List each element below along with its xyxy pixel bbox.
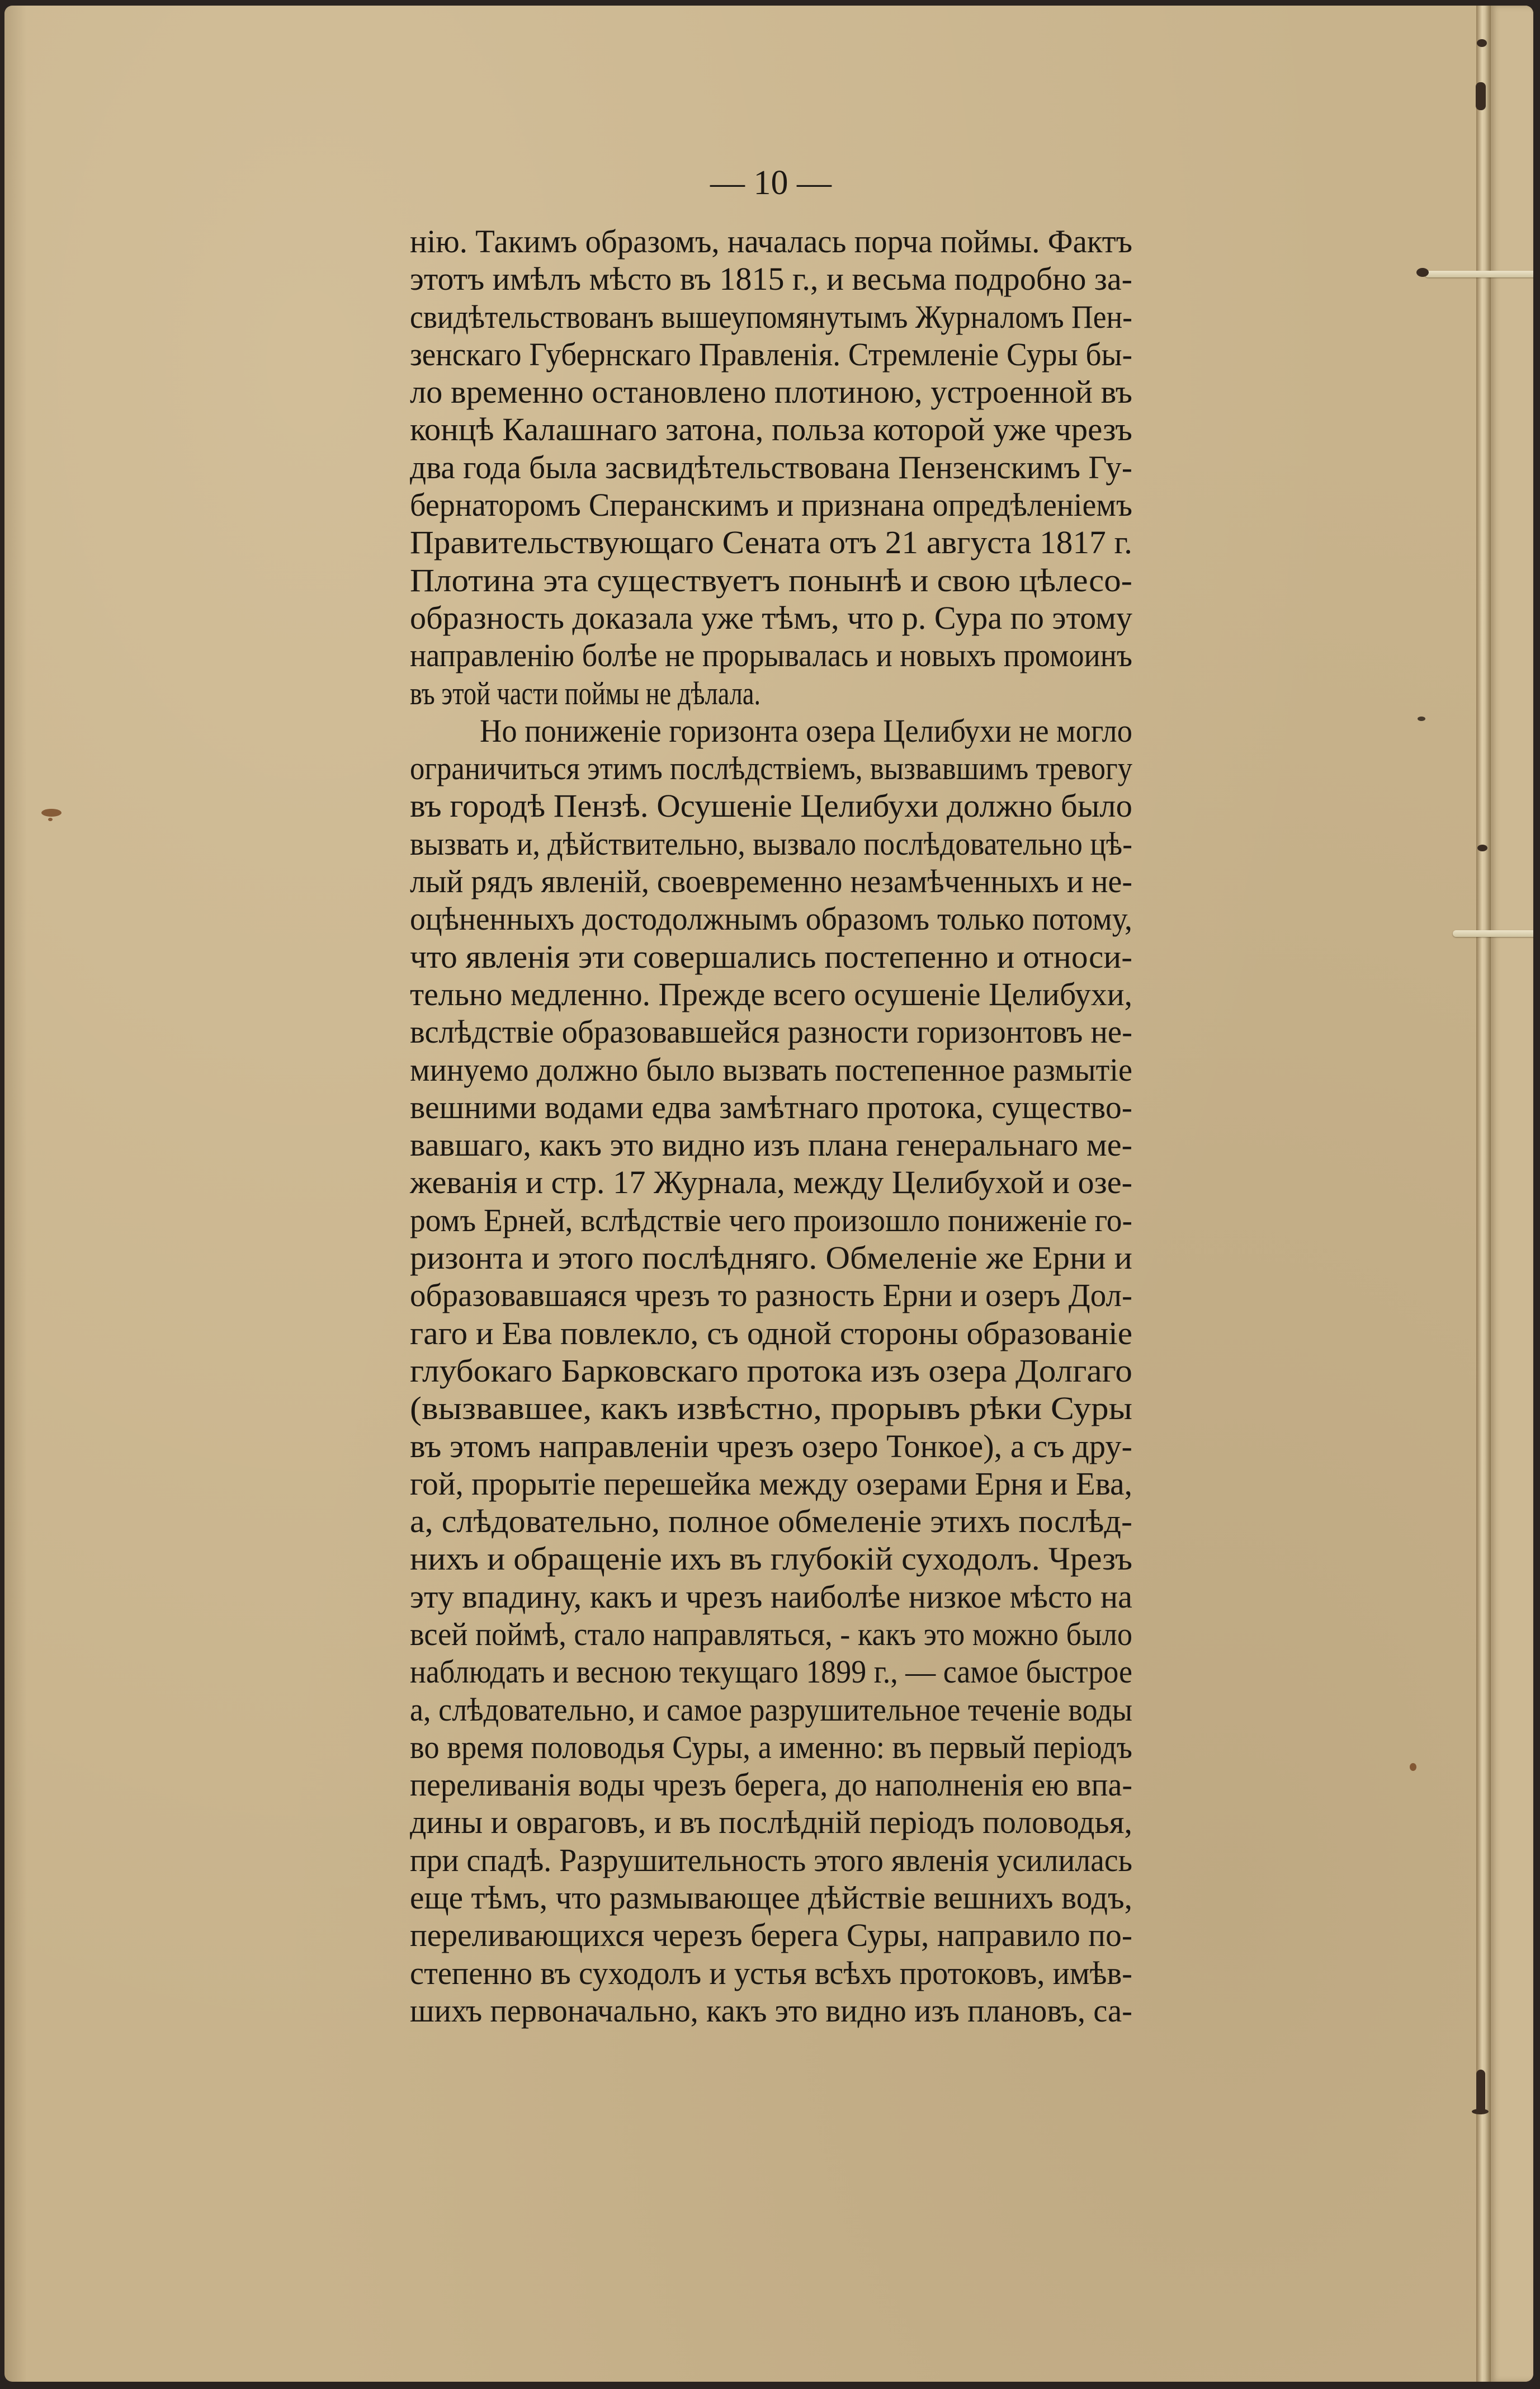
binding-stitch <box>1453 930 1533 937</box>
text-line <box>410 1089 1132 1126</box>
text-line <box>410 1728 1132 1766</box>
text-line <box>410 1803 1132 1841</box>
text-line <box>410 449 1132 486</box>
text-line <box>410 1013 1132 1050</box>
ink-stain <box>48 818 53 821</box>
text-line-content: два года была засвидѣтельствована Пензенскимъ Гу- <box>410 449 1132 486</box>
text-line-content: ризонта и этого послѣдняго. Обмеленіе же Ерни и <box>410 1240 1132 1276</box>
text-line-content: шихъ первоначально, какъ это видно изъ плановъ, са- <box>410 1992 1132 2029</box>
text-line <box>410 1916 1132 1954</box>
text-line <box>410 863 1132 900</box>
text-line-content: ромъ Ерней, вслѣдствіе чего произошло пониженіе го- <box>410 1201 1132 1238</box>
text-line <box>410 260 1132 298</box>
text-line <box>410 298 1132 336</box>
text-line-content: переливанія воды чрезъ берега, до наполненія ею впа- <box>410 1766 1132 1803</box>
text-line-content: ло временно остановлено плотиною, устроенной въ <box>410 374 1132 411</box>
ink-stain <box>1418 717 1425 721</box>
text-line-content: Плотина эта существуетъ понынѣ и свою цѣлесо- <box>410 562 1132 599</box>
text-line <box>410 938 1132 976</box>
text-line <box>410 562 1132 599</box>
text-line <box>410 825 1132 863</box>
text-line <box>410 1954 1132 1992</box>
text-line <box>410 1653 1132 1690</box>
text-line-content: а, слѣдовательно, полное обмеленіе этихъ послѣд- <box>410 1503 1132 1540</box>
body-text <box>410 223 1132 2029</box>
text-line <box>410 750 1132 787</box>
text-line-content: гаго и Ева повлекло, съ одной стороны образованіе <box>410 1314 1132 1351</box>
text-line <box>410 1841 1132 1879</box>
stitch-hole <box>1472 2109 1489 2114</box>
text-line <box>410 1314 1132 1352</box>
text-line <box>410 1540 1132 1577</box>
text-line <box>410 1201 1132 1239</box>
text-line-content: концѣ Калашнаго затона, польза которой уже чрезъ <box>410 411 1133 448</box>
text-line-content: вслѣдствіе образовавшейся разности горизонтовъ не- <box>410 1014 1132 1050</box>
text-line-content: переливающихся черезъ берега Суры, направило по- <box>410 1917 1132 1954</box>
binding-spine <box>1476 6 1491 2382</box>
text-line <box>410 675 1132 712</box>
text-line <box>410 1766 1132 1803</box>
text-line <box>410 599 1132 637</box>
text-line <box>410 712 1132 750</box>
text-line <box>410 411 1132 448</box>
book-page <box>4 6 1533 2382</box>
text-line <box>410 1691 1132 1728</box>
text-line-content: всей поймѣ, стало направляться, - какъ это можно было <box>410 1615 1132 1652</box>
text-line-content: дины и овраговъ, и въ послѣдній періодъ половодья, <box>410 1804 1132 1841</box>
text-line <box>410 1352 1132 1389</box>
text-line-content: гой, прорытіе перешейка между озерами Ерня и Ева, <box>410 1465 1132 1502</box>
text-line-content: жеванія и стр. 17 Журнала, между Целибухой и озе- <box>410 1164 1132 1201</box>
stitch-hole <box>1416 268 1429 277</box>
text-line <box>410 1578 1132 1615</box>
text-line <box>410 1163 1132 1201</box>
text-line <box>410 1239 1132 1276</box>
text-line <box>410 1465 1132 1502</box>
text-line <box>410 637 1132 674</box>
text-line-content: нію. Такимъ образомъ, началась порча поймы. Фактъ <box>410 223 1132 260</box>
text-line <box>410 976 1132 1013</box>
text-line-content: бернаторомъ Сперанскимъ и признана опредѣленіемъ <box>410 487 1132 524</box>
text-line-content: ограничиться этимъ послѣдствіемъ, вызвавшимъ тревогу <box>410 750 1132 787</box>
text-line-content: минуемо должно было вызвать постепенное размытіе <box>410 1051 1132 1088</box>
text-line-content: вавшаго, какъ это видно изъ плана генеральнаго ме- <box>410 1127 1132 1163</box>
text-line <box>410 524 1132 561</box>
text-line <box>410 1276 1132 1314</box>
text-line-content: тельно медленно. Прежде всего осушеніе Целибухи, <box>410 976 1132 1012</box>
text-line-content: этотъ имѣлъ мѣсто въ 1815 г., и весьма подробно за- <box>410 261 1132 298</box>
text-line <box>410 1879 1132 1916</box>
stitch-hole <box>1477 39 1487 47</box>
text-line-content: образовавшаяся чрезъ то разность Ерни и озеръ Дол- <box>410 1277 1132 1314</box>
text-line-content: образность доказала уже тѣмъ, что р. Сура по этому <box>410 599 1133 636</box>
text-line <box>410 486 1132 524</box>
text-line-content: направленію болѣе не прорывалась и новыхъ промоинъ <box>410 637 1132 674</box>
text-line <box>410 900 1132 937</box>
text-line <box>410 787 1132 824</box>
page-number: — 10 — <box>710 164 832 202</box>
text-line-content: еще тѣмъ, что размывающее дѣйствіе вешнихъ водъ, <box>410 1879 1132 1916</box>
stitch-hole <box>1476 82 1486 110</box>
text-line <box>410 1615 1132 1653</box>
text-line <box>410 373 1132 411</box>
text-line <box>410 1389 1132 1427</box>
text-line-content: въ этой части поймы не дѣлала. <box>410 675 761 711</box>
text-line <box>410 1992 1132 2029</box>
text-line-content: во время половодья Суры, а именно: въ первый періодъ <box>410 1728 1132 1765</box>
ink-stain <box>41 809 62 817</box>
stitch-hole <box>1476 2070 1485 2114</box>
text-line-content: нихъ и обращеніе ихъ въ глубокій суходолъ. Чрезъ <box>410 1540 1132 1577</box>
ink-stain <box>1410 1763 1416 1771</box>
binding-stitch <box>1425 271 1533 277</box>
text-line-content: вешними водами едва замѣтнаго протока, существо- <box>410 1089 1132 1125</box>
text-line <box>410 336 1132 373</box>
text-line <box>410 1502 1132 1540</box>
text-line-content: что явленія эти совершались постепенно и относи- <box>410 938 1132 975</box>
text-line-content: глубокаго Барковскаго протока изъ озера Долгаго <box>410 1352 1132 1389</box>
text-line-content: Но пониженіе горизонта озера Целибухи не могло <box>480 712 1132 749</box>
stitch-hole <box>1477 845 1487 851</box>
text-line-content: при спадѣ. Разрушительность этого явленія усилилась <box>410 1841 1132 1878</box>
adjacent-leaf <box>1491 6 1533 2382</box>
text-line-content: степенно въ суходолъ и устья всѣхъ протоковъ, имѣв- <box>410 1954 1132 1991</box>
text-line-content: въ этомъ направленіи чрезъ озеро Тонкое), а съ дру- <box>410 1427 1132 1464</box>
text-line <box>410 1051 1132 1089</box>
text-line-content: вызвать и, дѣйствительно, вызвало послѣдовательно цѣ- <box>410 825 1132 862</box>
text-line-content: а, слѣдовательно, и самое разрушительное теченіе воды <box>410 1691 1132 1728</box>
text-line <box>410 1427 1132 1465</box>
text-line-content: оцѣненныхъ достодолжнымъ образомъ только потому, <box>410 901 1132 937</box>
text-line-content: зенскаго Губернскаго Правленія. Стремленіе Суры бы- <box>410 336 1132 373</box>
text-line-content: свидѣтельствованъ вышеупомянутымъ Журналомъ Пен- <box>410 298 1132 335</box>
text-line-content: лый рядъ явленій, своевременно незамѣченныхъ и не- <box>410 863 1132 900</box>
text-line <box>410 1126 1132 1163</box>
text-line-content: наблюдать и весною текущаго 1899 г., — самое быстрое <box>410 1653 1132 1690</box>
text-line-content: въ городѣ Пензѣ. Осушеніе Целибухи должно было <box>410 788 1132 824</box>
text-line-content: Правительствующаго Сената отъ 21 августа 1817 г. <box>410 524 1132 561</box>
text-line <box>410 223 1132 260</box>
text-line-content: (вызвавшее, какъ извѣстно, прорывъ рѣки Суры <box>410 1390 1132 1427</box>
text-line-content: эту впадину, какъ и чрезъ наиболѣе низкое мѣсто на <box>410 1578 1132 1615</box>
